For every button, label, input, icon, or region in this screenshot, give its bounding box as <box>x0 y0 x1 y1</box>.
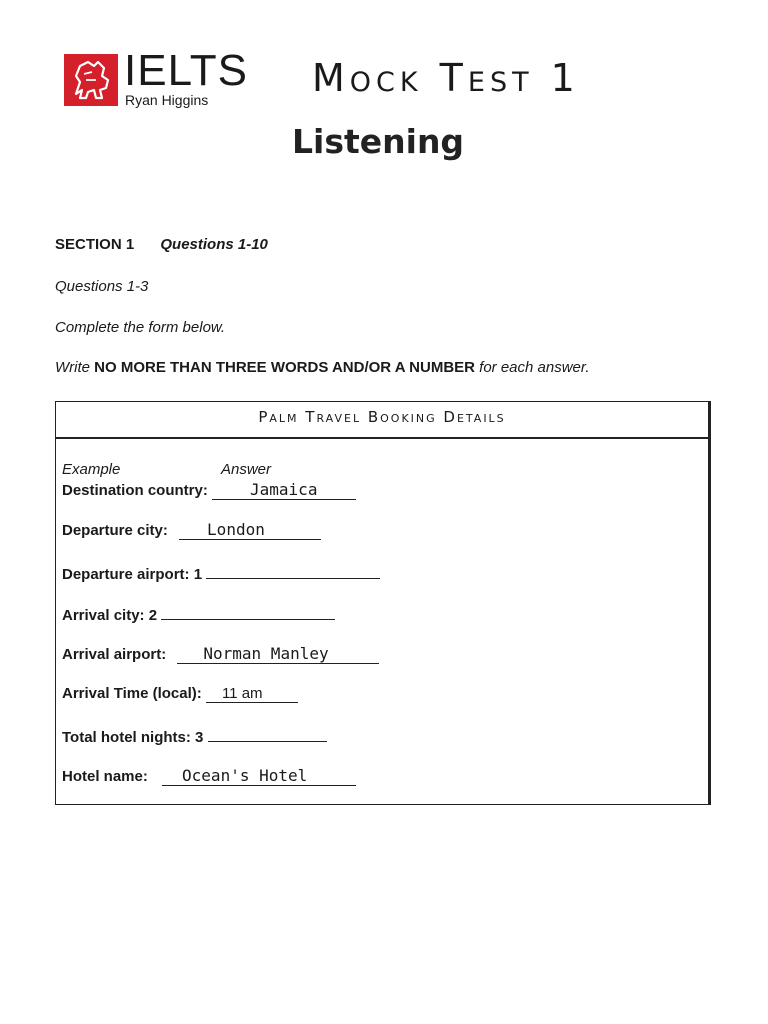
answer-blank-2[interactable] <box>161 603 335 620</box>
form-field <box>62 725 327 746</box>
field-answer: Ocean's Hotel <box>162 766 356 786</box>
test-title: Mock Test 1 <box>312 56 580 100</box>
field-label: Destination country: <box>62 482 208 499</box>
section-heading <box>55 236 268 253</box>
form-field <box>62 685 298 703</box>
write-limit: NO MORE THAN THREE WORDS AND/OR A NUMBER <box>94 359 475 376</box>
field-answer: 11 am <box>206 685 298 703</box>
write-prefix: Write <box>55 359 90 376</box>
page-title: Listening <box>292 122 465 161</box>
field-label: Arrival city: 2 <box>62 607 158 624</box>
word-limit-instruction <box>55 359 590 376</box>
write-suffix: for each answer. <box>479 359 590 376</box>
example-label: Example <box>62 461 121 478</box>
field-label: Hotel name: <box>62 768 148 785</box>
form-field <box>62 644 379 664</box>
form-field <box>62 766 356 786</box>
field-answer: Jamaica <box>212 480 356 500</box>
form-field <box>62 603 335 624</box>
form-field <box>62 562 380 583</box>
field-answer: London <box>179 520 321 540</box>
logo-wordmark: IELTS <box>124 46 249 95</box>
field-label: Departure city: <box>62 522 168 539</box>
answer-blank-1[interactable] <box>206 562 380 579</box>
answer-blank-3[interactable] <box>208 725 327 742</box>
ielts-logo <box>64 46 260 108</box>
form-field <box>62 520 321 540</box>
sub-questions: Questions 1-3 <box>55 278 149 295</box>
field-label: Departure airport: 1 <box>62 566 203 583</box>
logo-author: Ryan Higgins <box>125 92 209 108</box>
form-field <box>62 480 356 500</box>
field-label: Total hotel nights: 3 <box>62 729 204 746</box>
field-answer: Norman Manley <box>177 644 379 664</box>
form-title: Palm Travel Booking Details <box>56 402 708 439</box>
booking-form <box>55 401 711 805</box>
instruction: Complete the form below. <box>55 319 226 336</box>
example-row <box>62 461 272 478</box>
answer-label: Answer <box>221 461 272 478</box>
section-questions: Questions 1-10 <box>160 236 268 253</box>
field-label: Arrival airport: <box>62 646 167 663</box>
field-label: Arrival Time (local): <box>62 685 202 702</box>
section-label: SECTION 1 <box>55 236 135 253</box>
lion-emblem-icon <box>64 54 118 106</box>
